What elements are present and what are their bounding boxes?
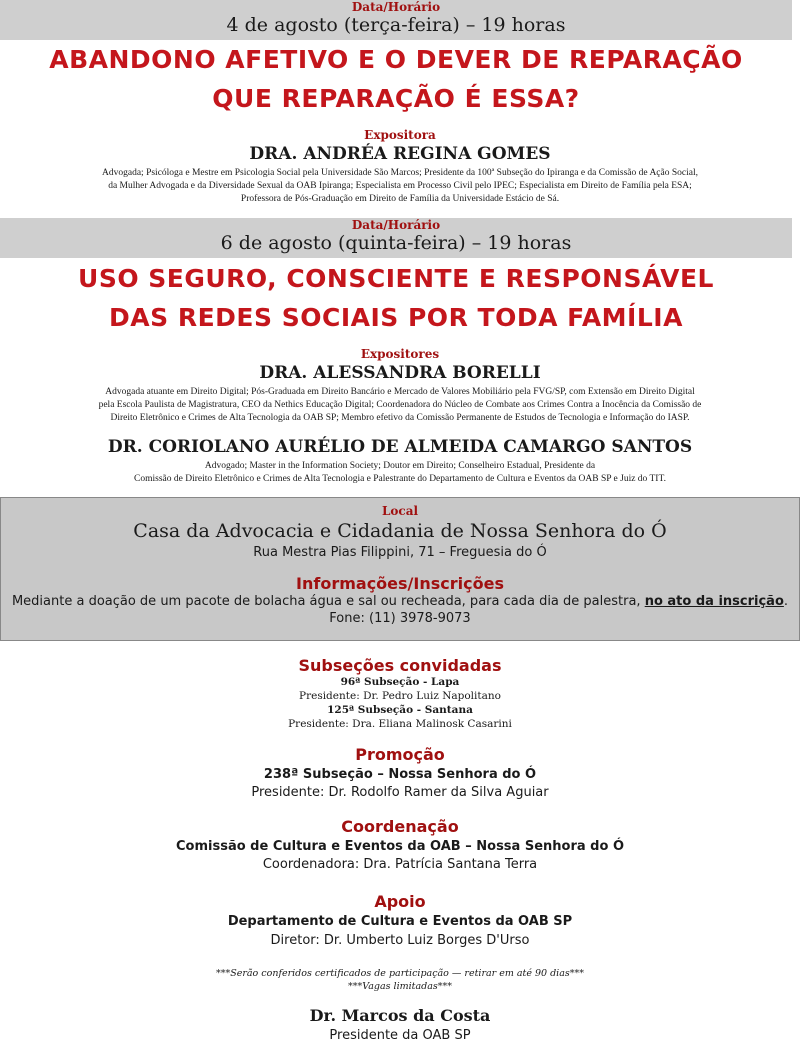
coordenacao-label: Coordenação [341, 817, 459, 836]
invited-subsection-1: 96ª Subseção - Lapa [340, 676, 460, 688]
local-box [0, 497, 800, 641]
event1-speaker-name: DRA. ANDRÉA REGINA GOMES [249, 144, 551, 164]
coordenacao-name: Comissão de Cultura e Eventos da OAB – Nossa Senhora do Ó [176, 839, 624, 854]
event1-speaker-bio-1: Advogada; Psicóloga e Mestre em Psicologia Social pela Universidade São Marcos; Presidente da 100ª Subseção do Ipiranga e da Comissão de Ação Social, [102, 168, 698, 178]
event2-speaker1-bio-2: pela Escola Paulista de Magistratura, CEO da Nethics Educação Digital; Coordenadora do Núcleo de Combate aos Crimes Contra a Inocência da Comissão de [98, 400, 702, 410]
event2-speaker2-bio-1: Advogado; Master in the Information Society; Doutor em Direito; Conselheiro Estadual, Presidente da [204, 461, 596, 471]
coordenacao-coordinator: Coordenadora: Dra. Patrícia Santana Terra [262, 857, 538, 872]
invited-label: Subseções convidadas [298, 656, 502, 675]
event2-speaker2-name: DR. CORIOLANO AURÉLIO DE ALMEIDA CAMARGO SANTOS [107, 437, 693, 457]
invited-subsection-2: 125ª Subseção - Santana [327, 704, 473, 716]
event2-title-line1: USO SEGURO, CONSCIENTE E RESPONSÁVEL [78, 264, 714, 293]
promocao-name: 238ª Subseção – Nossa Senhora do Ó [263, 767, 537, 782]
event1-title-line2: QUE REPARAÇÃO É ESSA? [212, 84, 580, 113]
event1-date-label: Data/Horário [351, 0, 441, 14]
promocao-president: Presidente: Dr. Rodolfo Ramer da Silva Aguiar [251, 785, 549, 800]
certificate-note: ***Serão conferidos certificados de participação — retirar em até 90 dias*** [215, 968, 585, 979]
event1-speaker-label: Expositora [364, 128, 436, 142]
apoio-director: Diretor: Dr. Umberto Luiz Borges D'Urso [270, 933, 530, 948]
info-text [1, 594, 799, 609]
event1-date: 4 de agosto (terça-feira) – 19 horas [226, 14, 566, 36]
local-label: Local [381, 504, 419, 518]
signature-name: Dr. Marcos da Costa [309, 1006, 491, 1025]
apoio-label: Apoio [374, 892, 426, 911]
event2-speaker1-bio-1: Advogada atuante em Direito Digital; Pós-Graduada em Direito Bancário e Mercado de Valores Mobiliário pela FVG/SP, com Extensão em Direito Digital [105, 387, 695, 397]
event2-date-band [0, 218, 792, 258]
event2-title-line2: DAS REDES SOCIAIS POR TODA FAMÍLIA [109, 303, 683, 332]
signature-role: Presidente da OAB SP [329, 1028, 471, 1043]
event2-speaker1-name: DRA. ALESSANDRA BORELLI [259, 363, 541, 383]
info-phone: Fone: (11) 3978-9073 [329, 611, 471, 626]
info-text-main: Mediante a doação de um pacote de bolacha água e sal ou recheada, para cada dia de palestra, [11, 594, 645, 609]
event2-speaker2-bio-2: Comissão de Direito Eletrônico e Crimes de Alta Tecnologia e Palestrante do Departamento de Cultura e Eventos da OAB SP e Juiz do TIT. [134, 474, 666, 484]
info-label: Informações/Inscrições [296, 574, 504, 593]
event2-date: 6 de agosto (quinta-feira) – 19 horas [220, 232, 572, 254]
event1-speaker-bio-3: Professora de Pós-Graduação em Direito de Família da Universidade Estácio de Sá. [240, 194, 560, 204]
promocao-label: Promoção [355, 745, 445, 764]
info-text-emphasis: no ato da inscrição [644, 594, 784, 609]
invited-president-1: Presidente: Dr. Pedro Luiz Napolitano [299, 690, 501, 702]
event1-date-band [0, 0, 792, 40]
apoio-name: Departamento de Cultura e Eventos da OAB SP [227, 914, 573, 929]
invited-president-2: Presidente: Dra. Eliana Malinosk Casarini [288, 718, 512, 730]
event2-speaker1-bio-3: Direito Eletrônico e Crimes de Alta Tecnologia da OAB SP; Membro efetivo da Comissão Permanente de Estudos de Tecnologia e Informação do IASP. [110, 413, 690, 423]
venue-address: Rua Mestra Pias Filippini, 71 – Freguesia do Ó [253, 545, 547, 560]
venue-name: Casa da Advocacia e Cidadania de Nossa Senhora do Ó [133, 520, 667, 542]
limited-spots-note: ***Vagas limitadas*** [347, 981, 453, 992]
event2-date-label: Data/Horário [351, 218, 441, 232]
info-text-end: . [783, 594, 789, 609]
event2-speakers-label: Expositores [360, 347, 440, 361]
event1-title-line1: ABANDONO AFETIVO E O DEVER DE REPARAÇÃO [49, 45, 743, 74]
event1-speaker-bio-2: da Mulher Advogada e da Diversidade Sexual da OAB Ipiranga; Especialista em Processo Civil pelo IPEC; Especialista em Direito de Família pela ESA; [108, 181, 692, 191]
